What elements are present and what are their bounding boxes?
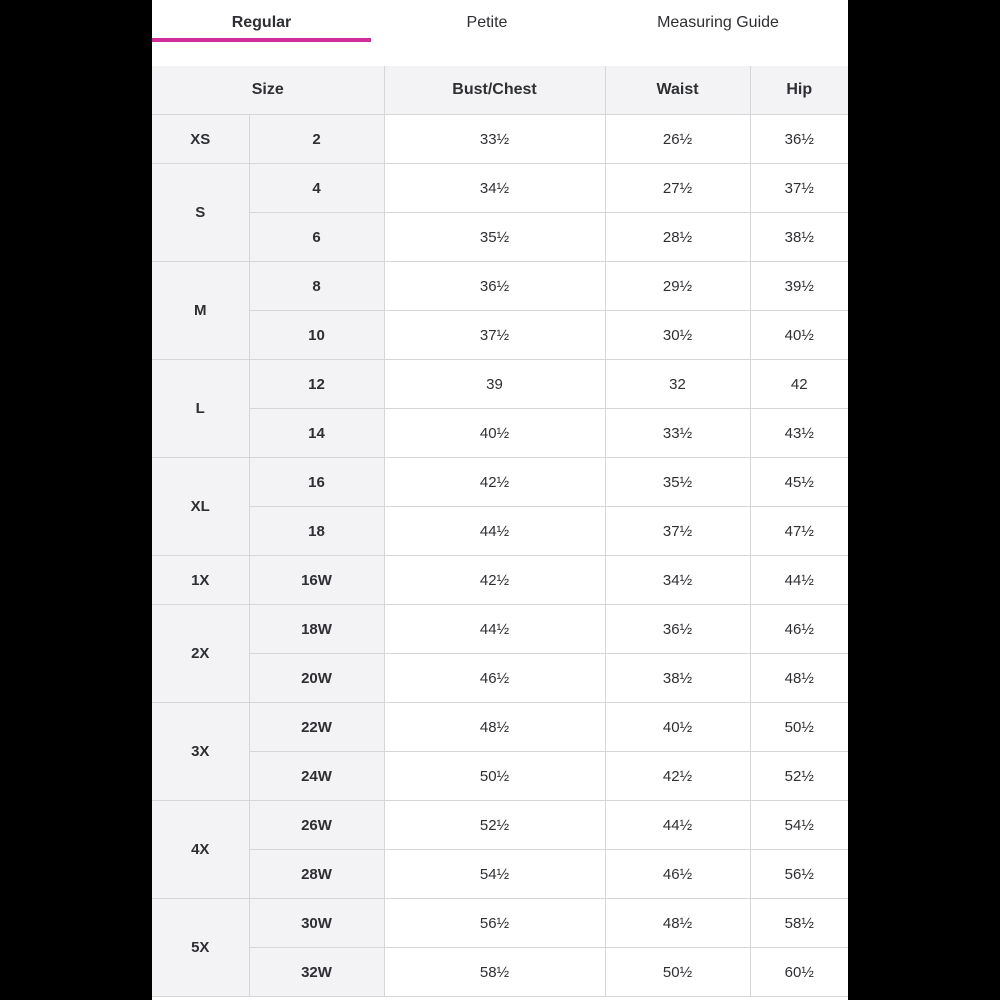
hip-cell: 44½ — [750, 556, 848, 605]
waist-cell: 38½ — [605, 654, 750, 703]
hip-cell: 54½ — [750, 801, 848, 850]
hip-cell: 60½ — [750, 948, 848, 997]
hip-cell: 52½ — [750, 752, 848, 801]
alpha-size-cell: 4X — [152, 801, 249, 899]
waist-cell: 32 — [605, 360, 750, 409]
bust-chest-cell: 50½ — [384, 752, 605, 801]
numeric-size-cell: 8 — [249, 262, 384, 311]
bust-chest-cell: 42½ — [384, 458, 605, 507]
alpha-size-cell: XS — [152, 115, 249, 164]
alpha-size-cell: XL — [152, 458, 249, 556]
table-row — [152, 556, 848, 605]
size-chart-table — [152, 66, 848, 997]
numeric-size-cell: 18W — [249, 605, 384, 654]
numeric-size-cell: 18 — [249, 507, 384, 556]
hip-cell: 37½ — [750, 164, 848, 213]
hip-cell: 43½ — [750, 409, 848, 458]
hip-cell: 48½ — [750, 654, 848, 703]
numeric-size-cell: 4 — [249, 164, 384, 213]
hip-cell: 40½ — [750, 311, 848, 360]
bust-chest-cell: 40½ — [384, 409, 605, 458]
waist-cell: 40½ — [605, 703, 750, 752]
waist-cell: 29½ — [605, 262, 750, 311]
numeric-size-cell: 26W — [249, 801, 384, 850]
table-row — [152, 115, 848, 164]
hip-cell: 42 — [750, 360, 848, 409]
bust-chest-cell: 48½ — [384, 703, 605, 752]
waist-cell: 48½ — [605, 899, 750, 948]
hip-cell: 50½ — [750, 703, 848, 752]
table-header-row — [152, 66, 848, 115]
waist-cell: 26½ — [605, 115, 750, 164]
numeric-size-cell: 22W — [249, 703, 384, 752]
numeric-size-cell: 14 — [249, 409, 384, 458]
waist-cell: 35½ — [605, 458, 750, 507]
waist-cell: 28½ — [605, 213, 750, 262]
bust-chest-cell: 34½ — [384, 164, 605, 213]
alpha-size-cell: 5X — [152, 899, 249, 997]
active-tab-indicator — [152, 38, 371, 42]
header-hip: Hip — [750, 66, 848, 115]
header-size: Size — [152, 66, 384, 115]
table-row — [152, 409, 848, 458]
table-body — [152, 115, 848, 997]
tab-measuring-guide[interactable]: Measuring Guide — [657, 14, 779, 31]
numeric-size-cell: 10 — [249, 311, 384, 360]
tab-petite[interactable]: Petite — [466, 14, 508, 31]
hip-cell: 56½ — [750, 850, 848, 899]
waist-cell: 27½ — [605, 164, 750, 213]
bust-chest-cell: 35½ — [384, 213, 605, 262]
alpha-size-cell: 1X — [152, 556, 249, 605]
table-row — [152, 458, 848, 507]
bust-chest-cell: 56½ — [384, 899, 605, 948]
alpha-size-cell: M — [152, 262, 249, 360]
waist-cell: 46½ — [605, 850, 750, 899]
table-row — [152, 507, 848, 556]
hip-cell: 36½ — [750, 115, 848, 164]
waist-cell: 42½ — [605, 752, 750, 801]
hip-cell: 46½ — [750, 605, 848, 654]
header-bust-chest: Bust/Chest — [384, 66, 605, 115]
table-row — [152, 801, 848, 850]
bust-chest-cell: 42½ — [384, 556, 605, 605]
table-row — [152, 213, 848, 262]
numeric-size-cell: 2 — [249, 115, 384, 164]
bust-chest-cell: 46½ — [384, 654, 605, 703]
numeric-size-cell: 16 — [249, 458, 384, 507]
numeric-size-cell: 32W — [249, 948, 384, 997]
numeric-size-cell: 24W — [249, 752, 384, 801]
table-row — [152, 948, 848, 997]
hip-cell: 47½ — [750, 507, 848, 556]
numeric-size-cell: 20W — [249, 654, 384, 703]
table-row — [152, 850, 848, 899]
bust-chest-cell: 36½ — [384, 262, 605, 311]
table-row — [152, 899, 848, 948]
hip-cell: 45½ — [750, 458, 848, 507]
bust-chest-cell: 52½ — [384, 801, 605, 850]
waist-cell: 50½ — [605, 948, 750, 997]
table-row — [152, 654, 848, 703]
alpha-size-cell: 3X — [152, 703, 249, 801]
table-row — [152, 703, 848, 752]
table-row — [152, 311, 848, 360]
bust-chest-cell: 54½ — [384, 850, 605, 899]
alpha-size-cell: L — [152, 360, 249, 458]
waist-cell: 37½ — [605, 507, 750, 556]
hip-cell: 39½ — [750, 262, 848, 311]
waist-cell: 36½ — [605, 605, 750, 654]
waist-cell: 34½ — [605, 556, 750, 605]
waist-cell: 33½ — [605, 409, 750, 458]
hip-cell: 38½ — [750, 213, 848, 262]
bust-chest-cell: 44½ — [384, 605, 605, 654]
tab-bar — [152, 0, 848, 66]
bust-chest-cell: 33½ — [384, 115, 605, 164]
waist-cell: 44½ — [605, 801, 750, 850]
table-row — [152, 164, 848, 213]
numeric-size-cell: 12 — [249, 360, 384, 409]
table-row — [152, 360, 848, 409]
bust-chest-cell: 39 — [384, 360, 605, 409]
table-row — [152, 262, 848, 311]
table-row — [152, 605, 848, 654]
bust-chest-cell: 37½ — [384, 311, 605, 360]
numeric-size-cell: 6 — [249, 213, 384, 262]
bust-chest-cell: 58½ — [384, 948, 605, 997]
alpha-size-cell: 2X — [152, 605, 249, 703]
header-waist: Waist — [605, 66, 750, 115]
hip-cell: 58½ — [750, 899, 848, 948]
numeric-size-cell: 30W — [249, 899, 384, 948]
numeric-size-cell: 28W — [249, 850, 384, 899]
waist-cell: 30½ — [605, 311, 750, 360]
size-chart-panel — [152, 0, 848, 1000]
bust-chest-cell: 44½ — [384, 507, 605, 556]
alpha-size-cell: S — [152, 164, 249, 262]
tab-regular[interactable]: Regular — [231, 14, 292, 31]
table-row — [152, 752, 848, 801]
numeric-size-cell: 16W — [249, 556, 384, 605]
